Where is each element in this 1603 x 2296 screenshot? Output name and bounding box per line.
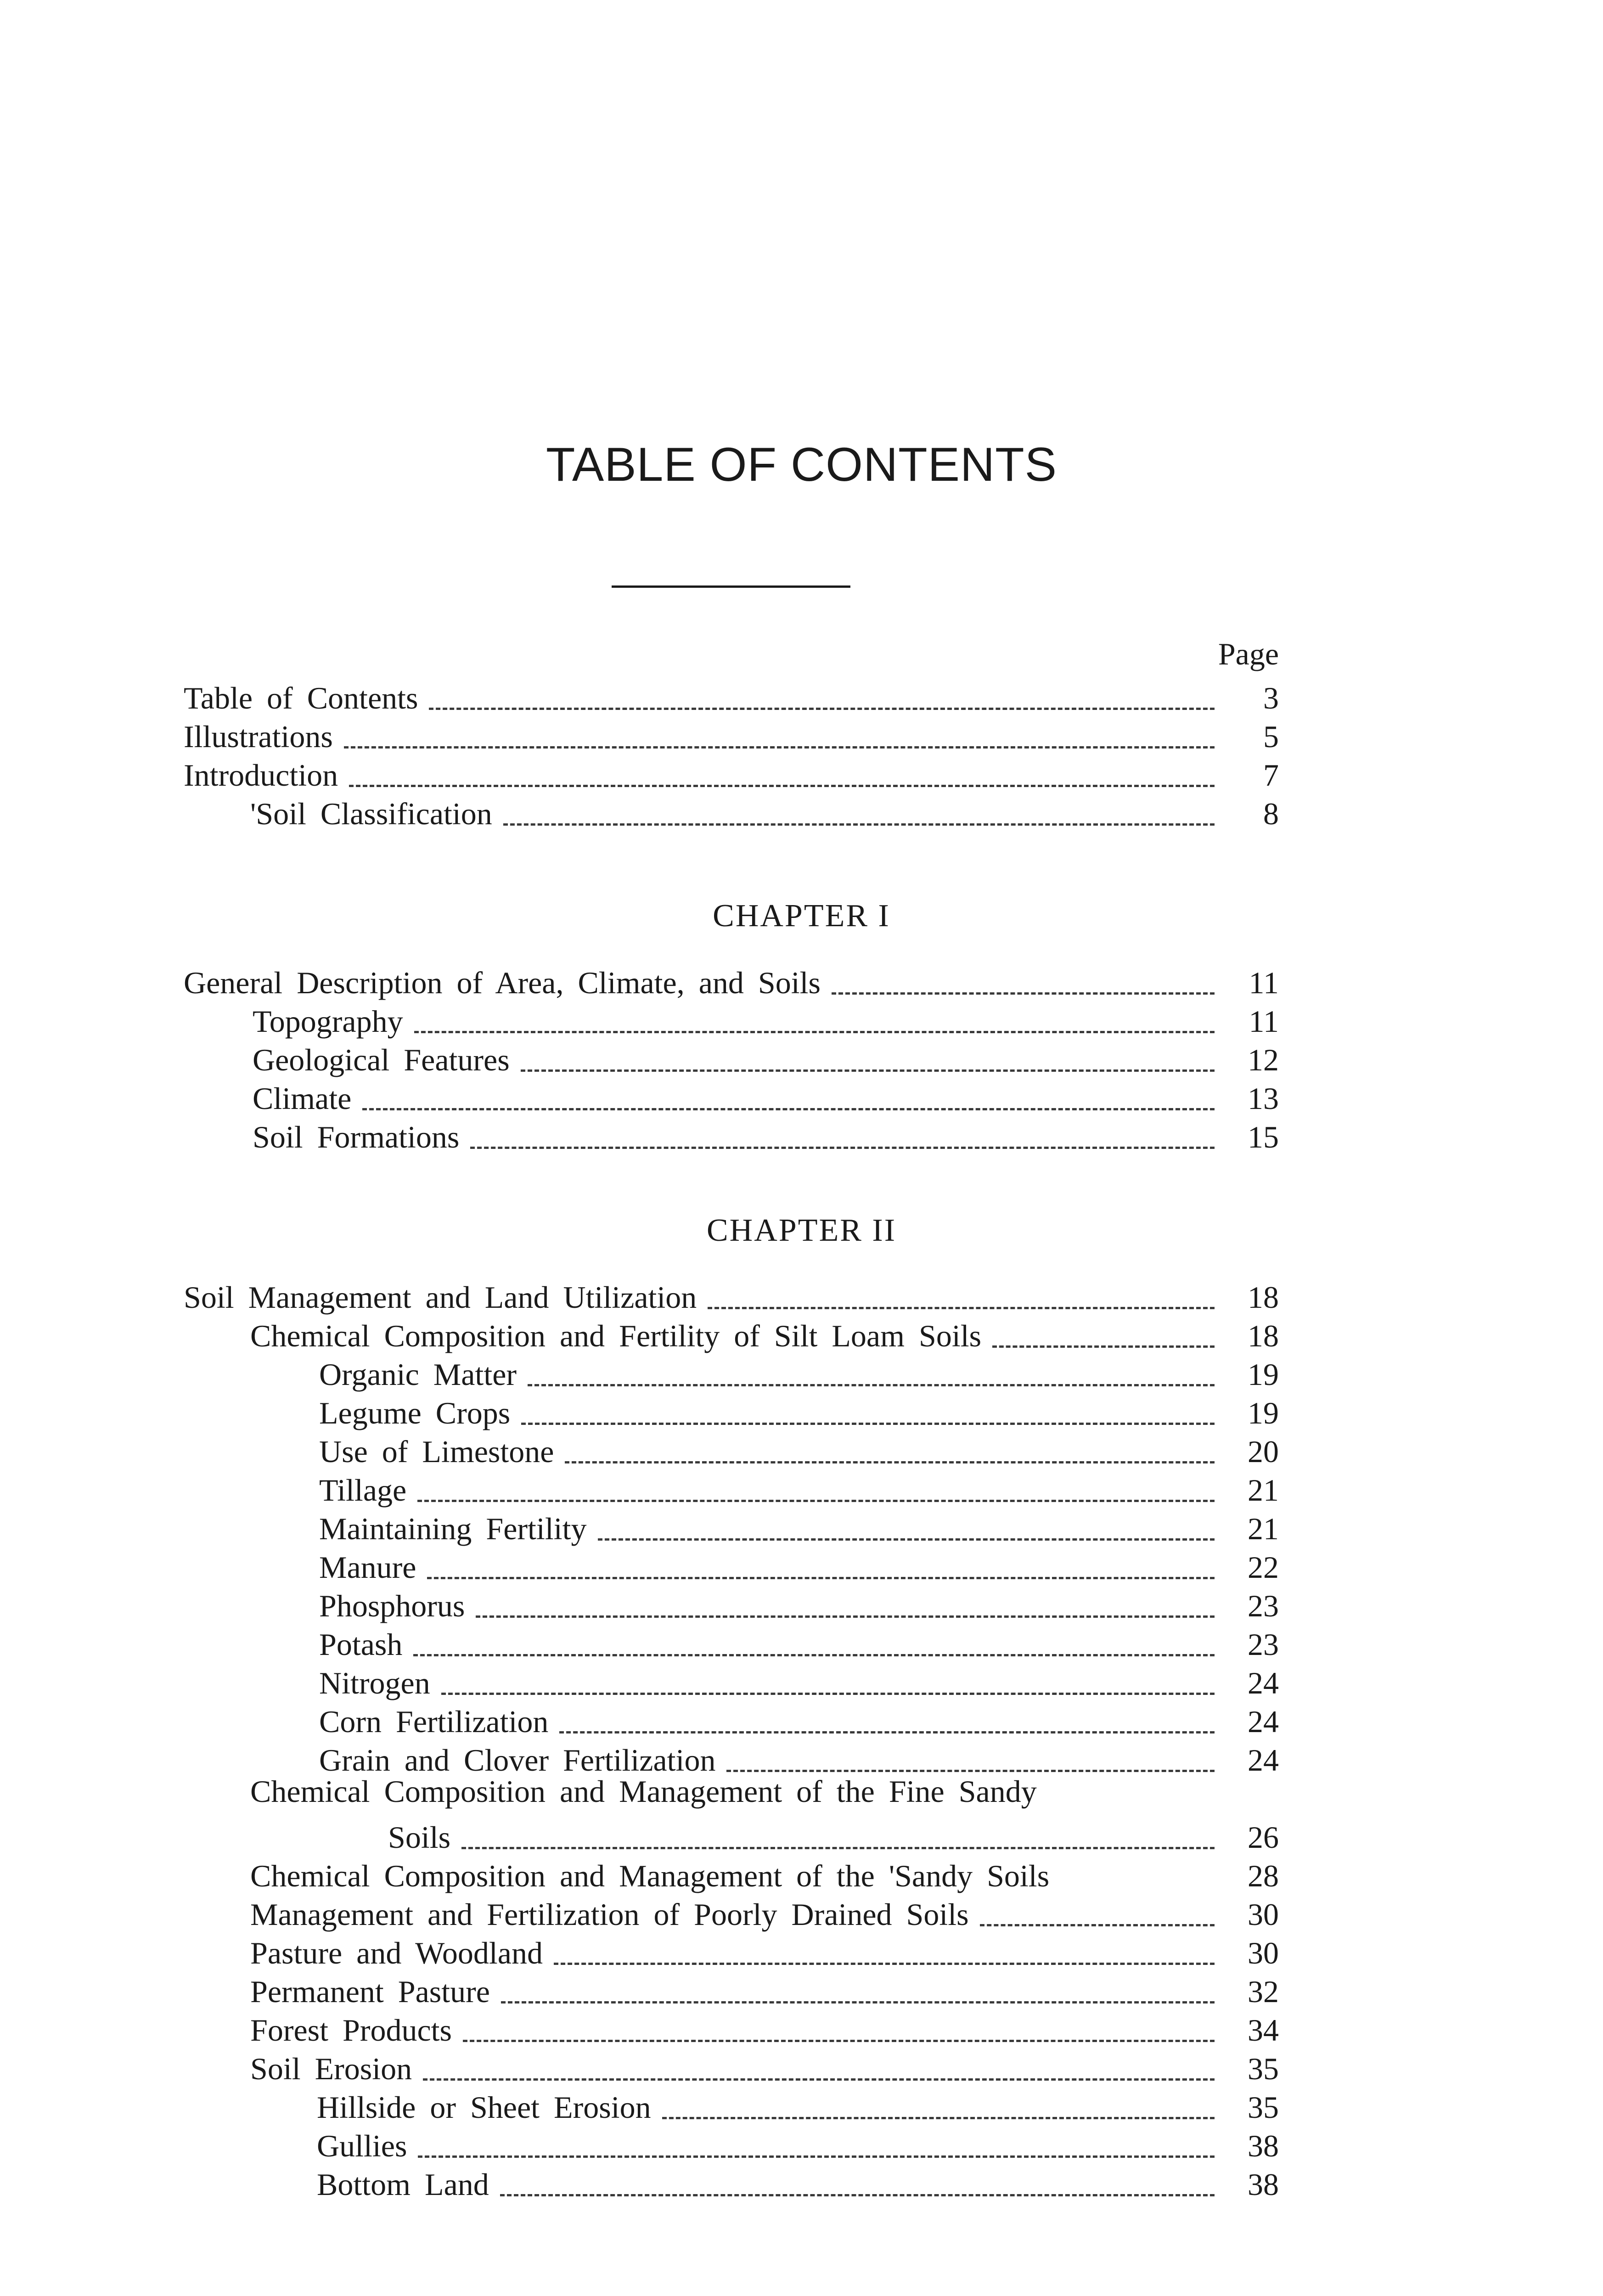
- entry-page: 38: [1248, 2167, 1279, 2202]
- entry-label: Introduction: [184, 758, 338, 793]
- dot-leader: [528, 1384, 1215, 1386]
- entry-label: Phosphorus: [319, 1588, 465, 1623]
- toc-entry: [319, 1351, 1279, 1390]
- entry-label: Maintaining Fertility: [319, 1511, 587, 1546]
- dot-leader: [501, 2001, 1215, 2003]
- toc-entry: [184, 1274, 1279, 1313]
- dot-leader: [980, 1924, 1215, 1926]
- entry-label: Organic Matter: [319, 1357, 517, 1392]
- toc-entry: [317, 2161, 1279, 2200]
- toc-entry: [319, 1506, 1279, 1544]
- toc-entry: [317, 2084, 1279, 2123]
- entry-label: Soil Formations: [253, 1120, 460, 1154]
- entry-label: Soil Erosion: [250, 2051, 412, 2086]
- toc-entry: [250, 1776, 1279, 1854]
- dot-leader: [554, 1963, 1215, 1965]
- entry-label: Geological Features: [253, 1042, 510, 1077]
- dot-leader: [476, 1615, 1215, 1618]
- entry-page: 34: [1248, 2013, 1279, 2048]
- entry-page: 3: [1263, 681, 1279, 715]
- entry-label: Gullies: [317, 2128, 407, 2163]
- entry-page: 38: [1248, 2128, 1279, 2163]
- toc-entry: [184, 752, 1279, 791]
- toc-entry: [184, 675, 1279, 714]
- entry-page: 28: [1248, 1858, 1279, 1893]
- entry-label: Use of Limestone: [319, 1434, 554, 1469]
- entry-continuation: [250, 1814, 1279, 1853]
- dot-leader: [362, 1108, 1215, 1110]
- entry-page: 26: [1248, 1820, 1279, 1855]
- entry-page: 24: [1248, 1704, 1279, 1739]
- dot-leader: [461, 1847, 1215, 1849]
- toc-entry: [253, 1037, 1279, 1075]
- page-column-label: Page: [1218, 636, 1279, 671]
- entry-label: Soil Management and Land Utilization: [184, 1280, 697, 1315]
- dot-leader: [559, 1731, 1215, 1733]
- entry-page: 11: [1249, 1004, 1279, 1039]
- toc-entry: [250, 1853, 1279, 1891]
- entry-page: 13: [1248, 1081, 1279, 1116]
- dot-leader: [521, 1069, 1215, 1072]
- entry-page: 23: [1248, 1627, 1279, 1662]
- entry-page: 15: [1248, 1120, 1279, 1154]
- entry-page: 19: [1248, 1396, 1279, 1430]
- entry-label: Tillage: [319, 1473, 407, 1508]
- dot-leader: [708, 1307, 1215, 1309]
- toc-entry: [319, 1583, 1279, 1621]
- entry-page: 20: [1248, 1434, 1279, 1469]
- entry-label: 'Soil Classification: [250, 796, 492, 831]
- dot-leader: [413, 1654, 1215, 1656]
- toc-entry: [184, 960, 1279, 998]
- entry-page: 24: [1248, 1666, 1279, 1700]
- dot-leader: [427, 1577, 1215, 1579]
- entry-label: Grain and Clover Fertilization: [319, 1743, 716, 1778]
- entry-page: 35: [1248, 2051, 1279, 2086]
- toc-entry: [184, 714, 1279, 752]
- toc-entry: [319, 1660, 1279, 1699]
- entry-label: Manure: [319, 1550, 416, 1585]
- entry-label: Nitrogen: [319, 1666, 430, 1700]
- toc-entry: [253, 998, 1279, 1037]
- chapter-heading: CHAPTER II: [706, 1213, 897, 1248]
- entry-label: Climate: [253, 1081, 352, 1116]
- entry-label: Pasture and Woodland: [250, 1936, 543, 1970]
- dot-leader: [992, 1345, 1215, 1348]
- dot-leader: [423, 2078, 1215, 2081]
- entry-label: Management and Fertilization of Poorly Drained Soils: [250, 1897, 969, 1932]
- dot-leader: [500, 2194, 1215, 2196]
- entry-page: 8: [1263, 796, 1279, 831]
- entry-page: 19: [1248, 1357, 1279, 1392]
- entry-label: Potash: [319, 1627, 403, 1662]
- entry-label-cont: Soils: [388, 1820, 451, 1855]
- toc-entry: [319, 1621, 1279, 1660]
- dot-leader: [344, 746, 1215, 748]
- dot-leader: [521, 1423, 1215, 1425]
- dot-leader: [417, 1500, 1215, 1502]
- entry-page: 7: [1263, 758, 1279, 793]
- chapter-heading: CHAPTER I: [713, 898, 890, 934]
- entry-page: 24: [1248, 1743, 1279, 1778]
- dot-leader: [662, 2117, 1215, 2119]
- toc-entry: [250, 2046, 1279, 2084]
- toc-entry: [319, 1429, 1279, 1467]
- dot-leader: [463, 2040, 1215, 2042]
- entry-page: 30: [1248, 1936, 1279, 1970]
- toc-entry: [250, 791, 1279, 829]
- dot-leader: [418, 2155, 1215, 2158]
- toc-entry: [250, 1969, 1279, 2007]
- entry-label: Chemical Composition and Management of the 'Sandy Soils: [250, 1858, 1050, 1893]
- toc-entry: [317, 2123, 1279, 2161]
- toc-entry: [319, 1390, 1279, 1429]
- entry-label: Forest Products: [250, 2013, 452, 2048]
- dot-leader: [598, 1538, 1215, 1541]
- entry-label: Table of Contents: [184, 681, 418, 715]
- dot-leader: [349, 785, 1215, 787]
- entry-page: 12: [1248, 1042, 1279, 1077]
- entry-page: 23: [1248, 1588, 1279, 1623]
- entry-page: 35: [1248, 2090, 1279, 2125]
- entry-page: 32: [1248, 1974, 1279, 2009]
- entry-label: Permanent Pasture: [250, 1974, 490, 2009]
- entry-page: 22: [1248, 1550, 1279, 1585]
- entry-page: 21: [1248, 1511, 1279, 1546]
- entry-label: Topography: [253, 1004, 403, 1039]
- toc-entry: [319, 1699, 1279, 1737]
- toc-entry: [250, 1930, 1279, 1969]
- entry-page: 21: [1248, 1473, 1279, 1508]
- toc-entry: [253, 1114, 1279, 1153]
- dot-leader: [441, 1693, 1215, 1695]
- entry-label: Chemical Composition and Fertility of Silt Loam Soils: [250, 1318, 982, 1353]
- dot-leader: [565, 1461, 1215, 1463]
- entry-label: Legume Crops: [319, 1396, 511, 1430]
- dot-leader: [503, 823, 1215, 826]
- page-title: TABLE OF CONTENTS: [546, 438, 1057, 491]
- entry-page: 11: [1249, 965, 1279, 1000]
- toc-entry: [319, 1467, 1279, 1506]
- dot-leader: [470, 1147, 1215, 1149]
- entry-page: 30: [1248, 1897, 1279, 1932]
- toc-entry: [250, 1891, 1279, 1930]
- dot-leader: [414, 1031, 1215, 1033]
- entry-label: Hillside or Sheet Erosion: [317, 2090, 651, 2125]
- entry-label: General Description of Area, Climate, and Soils: [184, 965, 821, 1000]
- toc-entry: [319, 1544, 1279, 1583]
- entry-page: 5: [1263, 719, 1279, 754]
- entry-label: Bottom Land: [317, 2167, 489, 2202]
- title-rule: [612, 585, 850, 588]
- toc-entry: [319, 1737, 1279, 1776]
- toc-entry: [250, 2007, 1279, 2046]
- entry-page: 18: [1248, 1318, 1279, 1353]
- dot-leader: [429, 708, 1215, 710]
- dot-leader: [726, 1770, 1215, 1772]
- toc-entry: [253, 1075, 1279, 1114]
- entry-label: Corn Fertilization: [319, 1704, 549, 1739]
- toc-entry: [250, 1313, 1279, 1351]
- entry-label: Illustrations: [184, 719, 333, 754]
- dot-leader: [832, 992, 1215, 995]
- entry-page: 18: [1248, 1280, 1279, 1315]
- entry-label: Chemical Composition and Management of the Fine Sandy: [250, 1774, 1037, 1809]
